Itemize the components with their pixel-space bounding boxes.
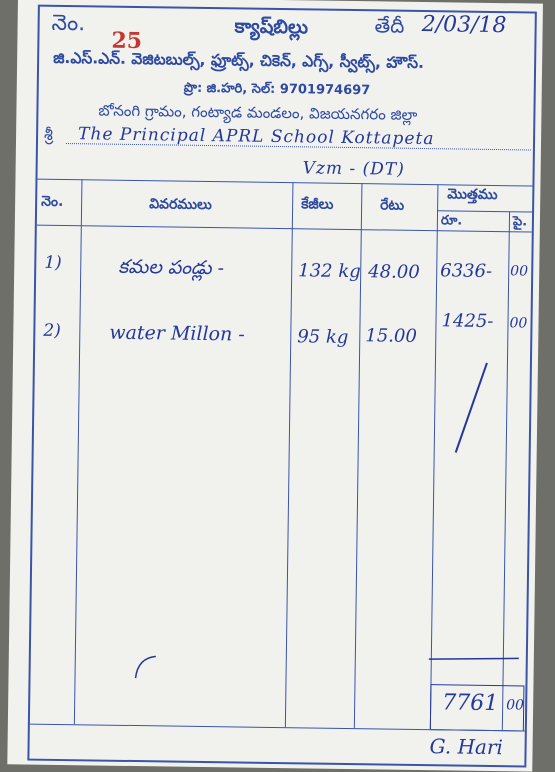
- row-number: 1): [44, 252, 62, 273]
- pen-curl-mark: [125, 648, 166, 689]
- row-paise: 00: [509, 315, 528, 332]
- col-header-total: మొత్తము: [447, 186, 498, 204]
- row-paise: 00: [510, 263, 529, 280]
- row-amount: 1425-: [441, 310, 494, 333]
- no-label: నెం.: [51, 10, 86, 37]
- row-kg: 132 kg: [298, 260, 361, 283]
- bill-frame: [27, 5, 537, 768]
- pen-slash-mark: [434, 342, 516, 463]
- row-number: 2): [43, 320, 61, 341]
- customer-prefix: శ్రీ: [43, 124, 54, 144]
- row-rate: 15.00: [365, 325, 417, 347]
- signature: G. Hari: [429, 734, 504, 760]
- col-header-paise: పై.: [512, 214, 528, 230]
- table-top-border: [37, 179, 532, 187]
- col-header-particulars: వివరములు: [149, 196, 212, 214]
- col-header-no: నెం.: [41, 193, 64, 210]
- grand-total: 7761: [442, 690, 499, 717]
- row-rate: 48.00: [368, 261, 420, 283]
- row-amount: 6336-: [440, 260, 493, 282]
- col-divider-no: [74, 179, 83, 724]
- row-item: water Millon -: [109, 321, 245, 346]
- total-subheader-border: [437, 210, 532, 212]
- col-header-rate: రేటు: [380, 197, 405, 214]
- date-label: తేదీ: [374, 13, 405, 38]
- bill-title: క్యాష్‌బిల్లు: [234, 15, 309, 39]
- col-header-kg: కేజీలు: [301, 196, 334, 213]
- row-kg: 95 kg: [297, 326, 349, 348]
- date-value: 2/03/18: [421, 11, 507, 39]
- serial-number: 25: [111, 27, 143, 55]
- bill-paper: [7, 0, 543, 772]
- customer-line2: Vzm - (DT): [302, 158, 405, 180]
- proprietor-line: ప్రొ: జి.హరి, సెల్: 9701974697: [183, 80, 371, 99]
- total-underline-stroke: [421, 647, 521, 678]
- col-header-rupees: రూ.: [440, 213, 463, 229]
- shop-name: జి.ఎస్.ఎన్. వెజిటబుల్స్, ఫ్రూట్స్, చికెన్, ఎగ్స్, స్వీట్స్, హౌస్.: [53, 48, 425, 73]
- grand-total-paise: 00: [506, 697, 525, 714]
- customer-line1: The Principal APRL School Kottapeta: [77, 124, 435, 150]
- row-item: కమల పండ్లు -: [118, 255, 225, 280]
- address-line: బోనంగి గ్రామం, గంట్యాడ మండలం, విజయనగరం జిల్లా: [98, 101, 418, 124]
- col-divider-kg: [285, 182, 294, 727]
